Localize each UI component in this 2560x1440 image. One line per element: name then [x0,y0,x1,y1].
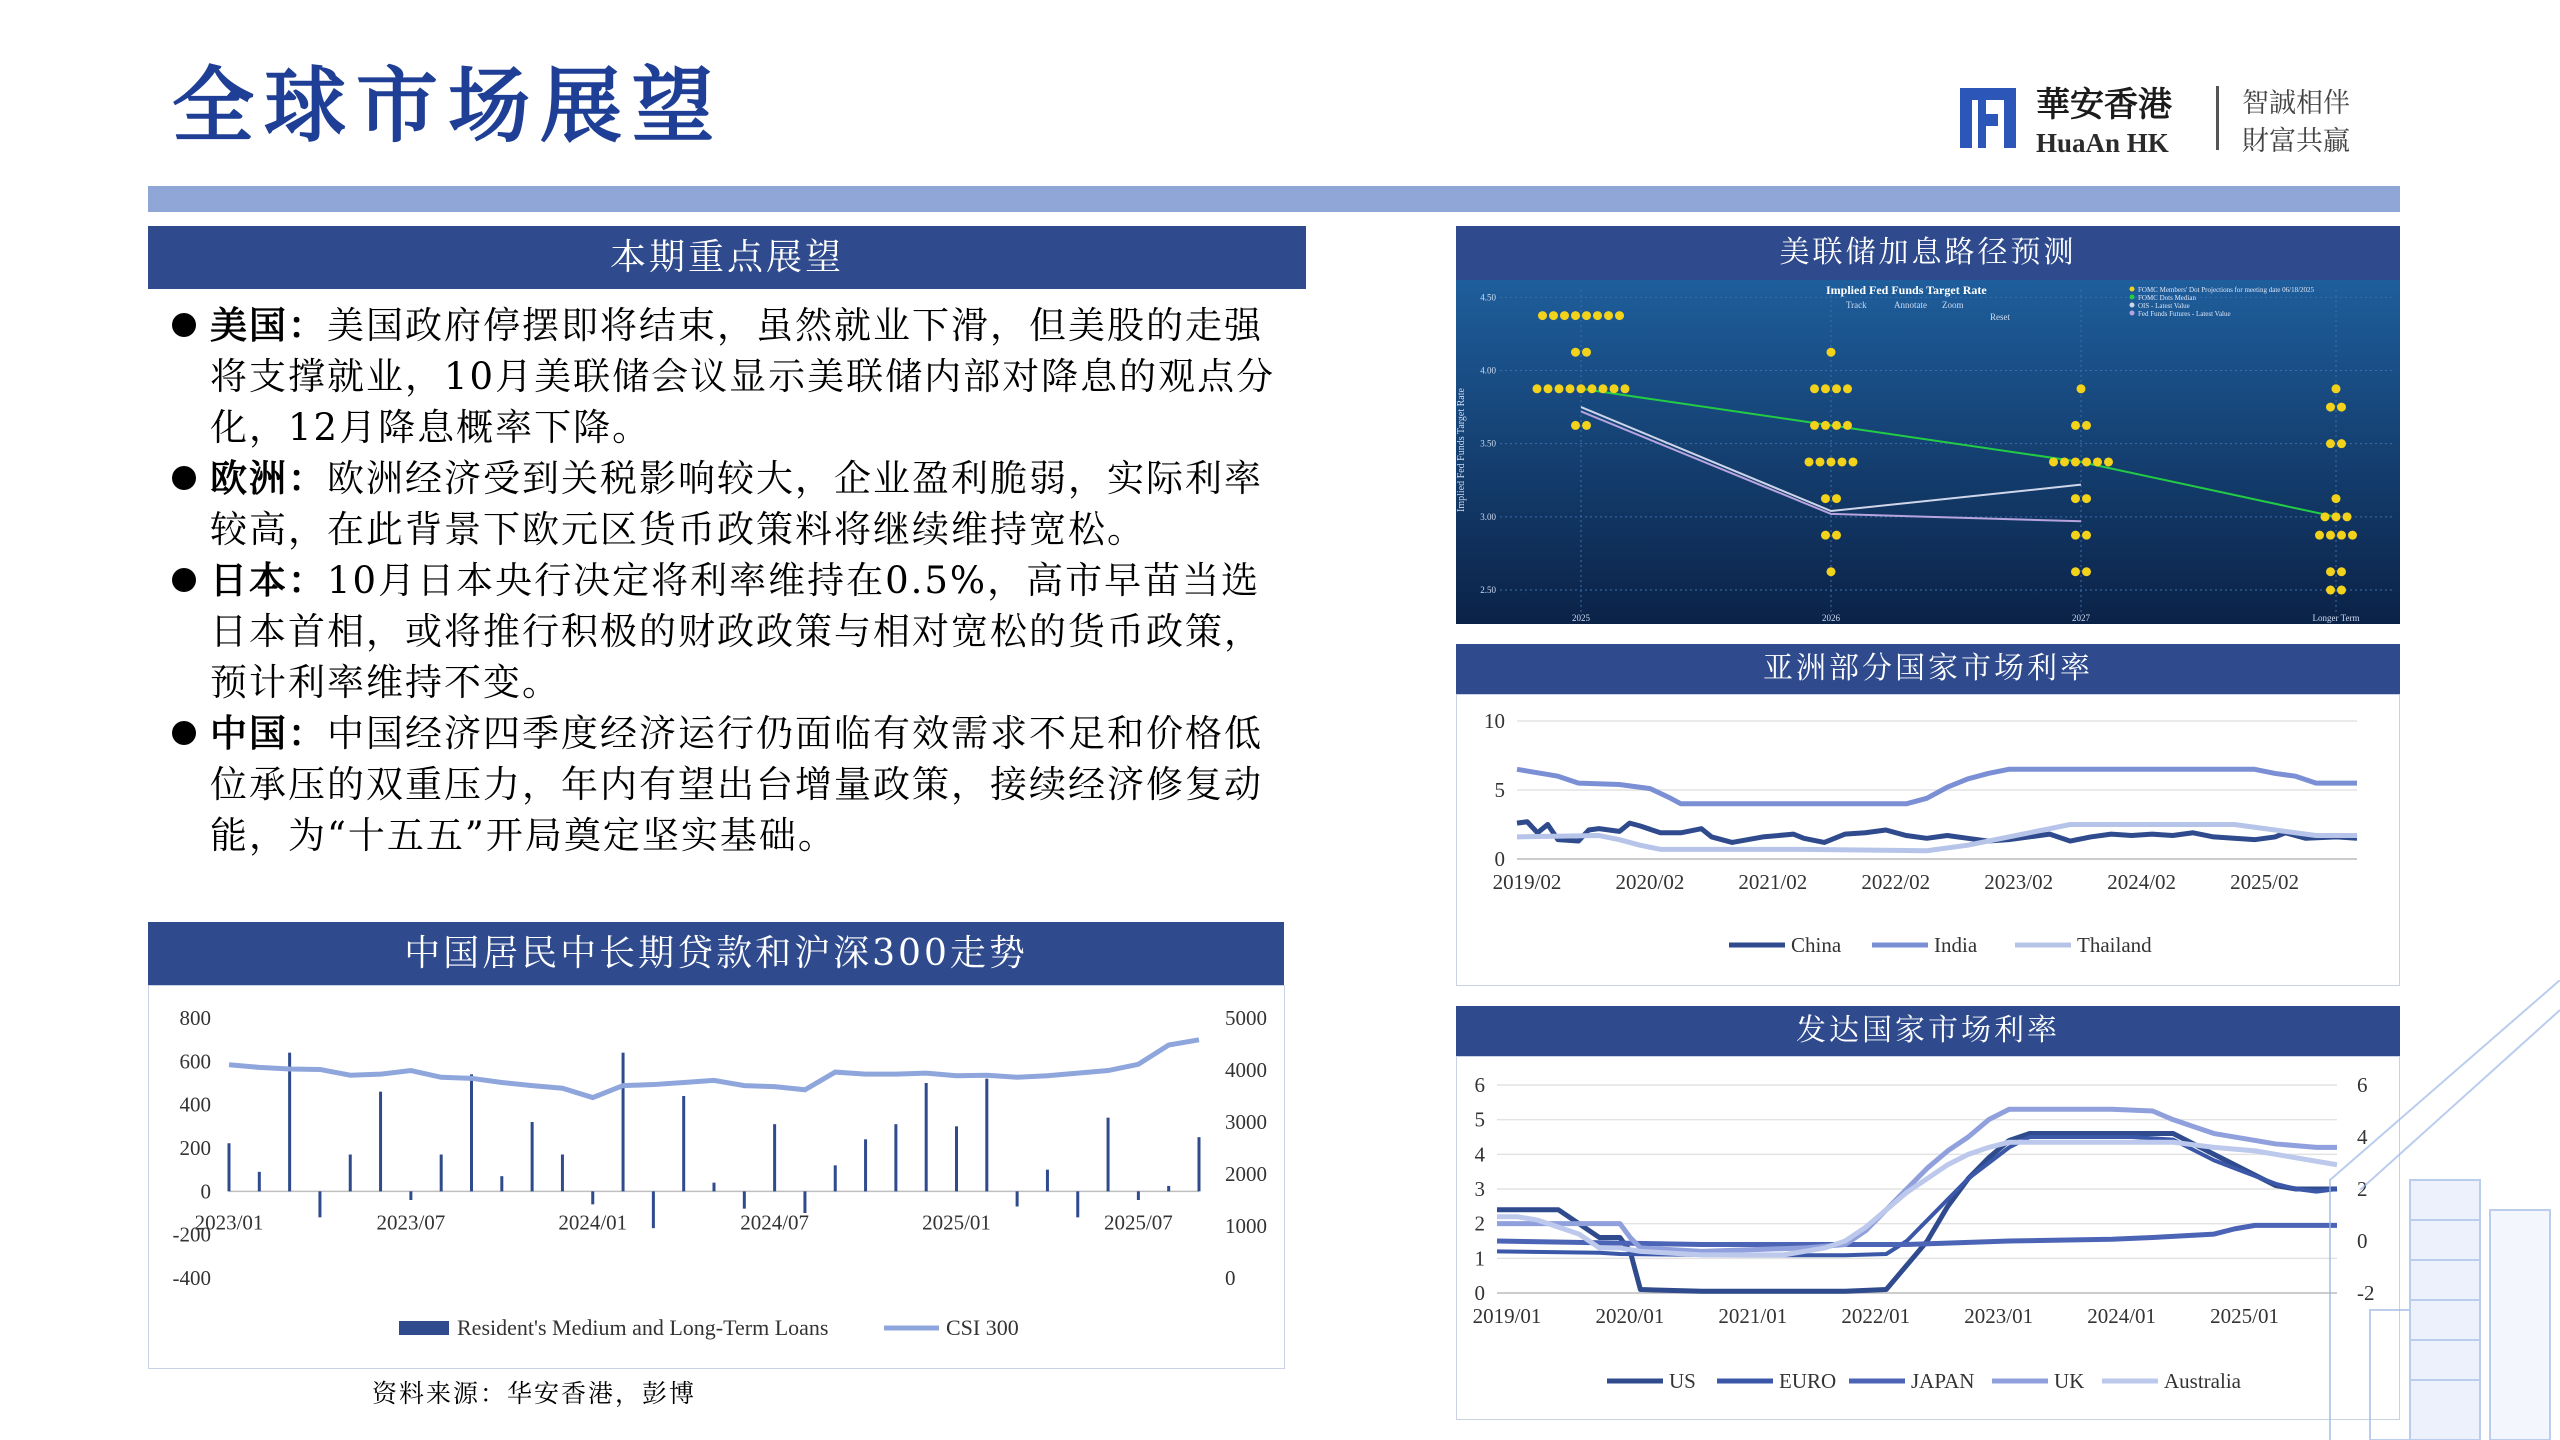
fomc-dot [1827,567,1836,576]
y-tick-label: 0 [1494,847,1505,871]
x-tick-label: 2021/02 [1738,870,1808,894]
fed-legend-label: OIS - Latest Value [2138,302,2190,310]
bullet-dot-icon [172,466,196,490]
fed-legend-label: FOMC Members' Dot Projections for meeting date 06/18/2025 [2138,286,2315,294]
loan-bar [652,1191,655,1228]
legend-label-us: US [1669,1369,1696,1393]
fed-legend-marker [2130,303,2135,308]
x-tick-label: 2025/07 [1103,1210,1173,1235]
x-tick-label: 2024/02 [2107,870,2177,894]
fomc-dot [1832,531,1841,540]
loan-bar [349,1155,352,1192]
loan-bar [318,1191,321,1217]
legend-swatch-loans [399,1321,449,1335]
legend-label-china: China [1791,933,1842,957]
fed-toolbar-reset: Reset [1990,312,2010,322]
y-left-tick-label: 200 [179,1136,211,1160]
fomc-dot [2104,457,2113,466]
fomc-dot [2326,586,2335,595]
fomc-dot [2326,531,2335,540]
fed-legend-marker [2130,287,2135,292]
outlook-label: 中国： [210,711,327,755]
fomc-dot [1843,384,1852,393]
fed-legend-label: FOMC Dots Median [2138,294,2196,302]
loan-bar [379,1092,382,1192]
fomc-dot [2337,586,2346,595]
y-right-tick-label: 0 [2357,1229,2368,1253]
fomc-dot [1821,531,1830,540]
loan-bar [955,1126,958,1191]
asia-chart-title: 亚洲部分国家市场利率 [1763,651,2093,686]
fomc-dot [1827,348,1836,357]
fomc-dot [1571,421,1580,430]
fed-toolbar-annotate: Annotate [1894,300,1927,310]
fomc-dot [1593,311,1602,320]
fomc-dot [2326,567,2335,576]
loan-bar [1137,1191,1140,1200]
asia-rates-chart [1457,695,2399,985]
loan-bar [409,1191,412,1200]
loan-bar [985,1079,988,1192]
x-tick-label: 2024/01 [2087,1304,2157,1328]
y-right-tick-label: 0 [1225,1266,1236,1290]
y-tick-label: 3 [1474,1177,1485,1201]
fed-chart-title: 美联储加息路径预测 [1779,235,2077,270]
y-left-tick-label: -400 [172,1266,211,1290]
y-left-tick-label: 600 [179,1049,211,1074]
fomc-dot [2337,567,2346,576]
y-right-tick-label: 2000 [1225,1162,1267,1186]
fomc-dot [1843,421,1852,430]
fomc-dot [1571,311,1580,320]
fed-chart-panel [1456,280,2400,624]
outlook-text: 美国政府停摆即将结束，虽然就业下滑，但美股的走强将支撑就业，10月美联储会议显示美联储内部对降息的观点分化，12月降息概率下降。 [210,304,1276,449]
source-note: 资料来源：华安香港，彭博 [372,1379,697,1408]
outlook-item-japan [172,555,1282,708]
fomc-dot [1821,421,1830,430]
legend-label-japan: JAPAN [1911,1369,1975,1393]
loans-chart-panel [148,985,1285,1369]
fomc-dot [1588,384,1597,393]
fomc-dot [1538,311,1547,320]
x-tick-label: 2025/02 [2230,870,2299,894]
fed-x-tick-label: 2027 [2072,613,2090,623]
fed-x-tick-label: 2025 [1572,613,1590,623]
loans-csi300-chart [149,986,1284,1368]
fomc-dot [2337,531,2346,540]
fomc-dot [1566,384,1575,393]
fomc-dot [1560,311,1569,320]
loan-bar [440,1155,443,1192]
x-tick-label: 2019/01 [1472,1304,1542,1328]
fomc-dot [1599,384,1608,393]
loan-bar [1046,1170,1049,1192]
fomc-dot [2332,512,2341,521]
loan-bar [1107,1118,1110,1192]
loan-bar [894,1124,897,1191]
loan-bar [773,1124,776,1191]
fomc-dot [1604,311,1613,320]
fed-y-tick-label: 3.50 [1480,438,1496,449]
fomc-dot [1821,494,1830,503]
legend-label-australia: Australia [2164,1369,2241,1393]
loan-bar [470,1074,473,1191]
fomc-dot [2071,494,2080,503]
fomc-dot [2337,439,2346,448]
fomc-dot [1582,311,1591,320]
x-tick-label: 2025/01 [922,1210,991,1235]
fed-y-axis-label: Implied Fed Funds Target Rate [1456,388,1467,512]
fomc-dot [2082,457,2091,466]
legend-label-uk: UK [2054,1369,2085,1393]
y-tick-label: 5 [1494,778,1505,802]
fomc-dot [2082,531,2091,540]
y-right-tick-label: 6 [2357,1073,2368,1097]
y-left-tick-label: -200 [172,1222,211,1247]
y-tick-label: 4 [1474,1142,1485,1167]
fed-toolbar-zoom: Zoom [1942,300,1964,310]
fomc-dot [1621,384,1630,393]
loan-bar [743,1191,746,1208]
fed-x-tick-label: Longer Term [2312,613,2360,623]
loan-bar [258,1172,261,1192]
loan-bar [622,1053,625,1192]
logo-en: HuaAn HK [2036,128,2169,158]
y-right-tick-label: 5000 [1225,1006,1267,1030]
fomc-dot [1533,384,1542,393]
fed-toolbar-track: Track [1846,300,1867,310]
x-tick-label: 2023/01 [194,1210,264,1235]
y-left-tick-label: 800 [179,1006,211,1030]
fomc-dot [1577,384,1586,393]
y-left-tick-label: 0 [200,1179,211,1204]
fomc-dot [1615,311,1624,320]
outlook-label: 美国： [210,303,327,347]
y-right-tick-label: 4000 [1225,1058,1267,1082]
fomc-dot [2321,512,2330,521]
fed-legend-label: Fed Funds Futures - Latest Value [2138,310,2231,318]
loan-bar [561,1155,564,1192]
x-tick-label: 2021/01 [1718,1304,1788,1328]
fomc-dot [2093,457,2102,466]
legend-label-euro: EURO [1779,1369,1837,1393]
outlook-text: 欧洲经济受到关税影响较大，企业盈利脆弱，实际利率较高，在此背景下欧元区货币政策料将继续维持宽松。 [210,457,1263,551]
fomc-dot [2082,567,2091,576]
fed-y-tick-label: 3.00 [1480,511,1496,522]
y-tick-label: 0 [1474,1281,1485,1305]
fomc-dot [1805,457,1814,466]
fomc-dot [2082,421,2091,430]
x-tick-label: 2022/02 [1861,870,1931,894]
fomc-dot [1610,384,1619,393]
outlook-item-europe [172,453,1282,555]
header-rule [148,186,2400,212]
fomc-dot [2326,439,2335,448]
fomc-dot [1832,384,1841,393]
y-right-tick-label: 4 [2357,1125,2368,1149]
slogan-line2: 財富共贏 [2242,126,2350,156]
logo-cn: 華安香港 [2036,87,2172,124]
y-tick-label: 1 [1474,1246,1485,1271]
fomc-dot [1832,494,1841,503]
fomc-dot [1582,421,1591,430]
fomc-dot [2071,567,2080,576]
fomc-dot [1549,311,1558,320]
bullet-dot-icon [172,568,196,592]
fomc-dot [2332,494,2341,503]
outlook-text: 10月日本央行决定将利率维持在0.5%，高市早苗当选日本首相，或将推行积极的财政政策与相对宽松的货币政策，预计利率维持不变。 [210,559,1263,704]
fomc-dot [1571,348,1580,357]
fomc-dot [1816,457,1825,466]
logo-mark-icon [1960,88,2016,148]
loan-bar [682,1096,685,1191]
y-tick-label: 6 [1474,1073,1485,1097]
x-tick-label: 2024/07 [740,1210,810,1235]
fomc-dot [1838,457,1847,466]
outlook-item-us [172,300,1282,453]
fed-y-tick-label: 4.00 [1480,365,1496,376]
y-right-tick-label: -2 [2357,1281,2375,1305]
fomc-dot [2049,457,2058,466]
fomc-dot [1832,421,1841,430]
fomc-dot [1827,457,1836,466]
fomc-dot [1810,421,1819,430]
loan-bar [1198,1137,1201,1191]
fed-legend-marker [2130,311,2135,316]
y-tick-label: 10 [1484,709,1505,733]
x-tick-label: 2019/02 [1492,870,1562,894]
loans-chart-band [148,922,1284,985]
fomc-dot [2060,457,2069,466]
csi300-line [229,1040,1199,1098]
x-tick-label: 2023/07 [376,1210,446,1235]
x-tick-label: 2022/01 [1841,1304,1911,1328]
outlook-label: 欧洲： [210,456,327,500]
y-tick-label: 2 [1474,1211,1485,1236]
fed-chart-band [1456,226,2400,280]
key-outlook-title: 本期重点展望 [609,237,844,278]
y-tick-label: 5 [1474,1107,1485,1132]
x-tick-label: 2024/01 [558,1210,628,1235]
loan-bar [925,1083,928,1191]
fomc-dot [2337,403,2346,412]
x-tick-label: 2020/02 [1615,870,1685,894]
fomc-dot [1810,384,1819,393]
fed-x-tick-label: 2026 [1822,613,1840,623]
fomc-dot [2348,531,2357,540]
asia-chart-panel [1456,694,2400,986]
key-outlook-band [148,226,1306,289]
y-right-tick-label: 2 [2357,1177,2368,1201]
dev-chart-title: 发达国家市场利率 [1796,1013,2060,1048]
x-tick-label: 2020/01 [1595,1304,1665,1328]
fomc-dot [2082,494,2091,503]
fomc-dot [2315,531,2324,540]
fomc-dot [1544,384,1553,393]
legend-label-india: India [1934,933,1978,957]
series-line-india [1517,769,2357,804]
bullet-dot-icon [172,313,196,337]
outlook-label: 日本： [210,558,327,602]
loans-chart-title: 中国居民中长期贷款和沪深300走势 [404,933,1028,974]
bullet-dot-icon [172,721,196,745]
fomc-dot [1849,457,1858,466]
loan-bar [834,1165,837,1191]
loan-bar [713,1183,716,1192]
slogan-line1: 智誠相伴 [2242,88,2350,118]
x-tick-label: 2023/01 [1964,1304,2034,1328]
legend-label-csi300: CSI 300 [946,1315,1019,1340]
huaan-logo [1960,80,2400,160]
loan-bar [864,1139,867,1191]
fed-legend-marker [2130,295,2135,300]
loan-bar [228,1143,231,1191]
fomc-dot [1555,384,1564,393]
loan-bar [1016,1191,1019,1206]
x-tick-label: 2025/01 [2210,1304,2279,1328]
asia-chart-band [1456,644,2400,694]
fomc-dot [2071,531,2080,540]
legend-label-loans: Resident's Medium and Long-Term Loans [457,1315,829,1340]
fomc-dot [1582,348,1591,357]
y-right-tick-label: 3000 [1225,1110,1267,1134]
fomc-dot [2071,457,2080,466]
loan-bar [288,1053,291,1192]
fed-background [1456,280,2400,624]
page-title: 全球市场展望 [172,59,725,154]
outlook-text: 中国经济四季度经济运行仍面临有效需求不足和价格低位承压的双重压力，年内有望出台增量政策，接续经济修复动能，为“十五五”开局奠定坚实基础。 [210,712,1263,857]
fed-dot-plot [1456,280,2400,624]
loan-bar [531,1122,534,1191]
y-left-tick-label: 400 [179,1092,211,1117]
key-outlook-list [172,300,1282,861]
fed-y-tick-label: 4.50 [1480,292,1496,303]
legend-label-thailand: Thailand [2077,933,2152,957]
fomc-dot [2332,384,2341,393]
fed-y-tick-label: 2.50 [1480,585,1496,596]
fomc-dot [2071,421,2080,430]
fomc-dot [2326,403,2335,412]
loan-bar [500,1176,503,1191]
loan-bar [1167,1186,1170,1191]
fomc-dot [2343,512,2352,521]
fed-inner-title: Implied Fed Funds Target Rate [1826,283,1987,297]
loan-bar [591,1191,594,1204]
fomc-dot [1821,384,1830,393]
outlook-item-china [172,708,1282,861]
y-right-tick-label: 1000 [1225,1214,1267,1238]
building-illustration [2170,980,2560,1440]
fomc-dot [2077,384,2086,393]
x-tick-label: 2023/02 [1984,870,2054,894]
loan-bar [1076,1191,1079,1217]
